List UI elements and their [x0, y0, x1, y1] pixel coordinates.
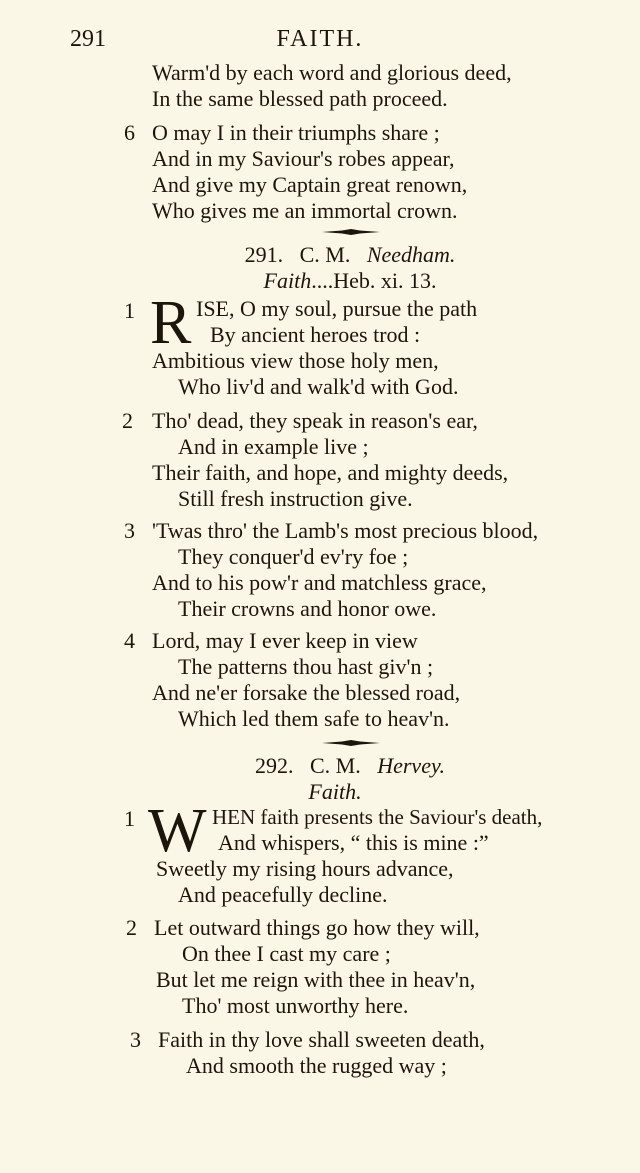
verse-line: And to his pow'r and matchless grace,	[152, 570, 487, 595]
verse-line: Who gives me an immortal crown.	[152, 198, 458, 223]
hymn-subject: Faith.	[308, 779, 362, 804]
verse-line: Their faith, and hope, and mighty deeds,	[152, 460, 509, 485]
verse-line: And whispers, “ this is mine :”	[218, 830, 489, 855]
verse-line: On thee I cast my care ;	[182, 941, 391, 966]
verse-number: 1	[124, 298, 135, 323]
hymn-291-heading	[0, 242, 640, 268]
hymn-subject: Faith	[263, 268, 312, 293]
verse-line: And smooth the rugged way ;	[186, 1053, 447, 1078]
hymn-292-heading	[0, 753, 640, 779]
verse-line: And peacefully decline.	[178, 882, 388, 907]
verse-line: Tho' dead, they speak in reason's ear,	[152, 408, 478, 433]
verse-line: 'Twas thro' the Lamb's most precious blood,	[152, 518, 539, 543]
verse-line: Let outward things go how they will,	[154, 915, 480, 940]
verse-number: 1	[124, 806, 135, 831]
drop-cap: W	[148, 797, 207, 865]
hymn-dots: ....	[311, 268, 334, 293]
verse-line: Tho' most unworthy here.	[182, 993, 409, 1018]
verse-line: And in example live ;	[178, 434, 369, 459]
hymn-meter: C. M.	[309, 753, 361, 778]
verse-number: 3	[130, 1027, 141, 1052]
verse-line: In the same blessed path proceed.	[152, 86, 448, 111]
verse-line: ISE, O my soul, pursue the path	[196, 296, 478, 321]
verse-number: 2	[122, 408, 133, 433]
hymn-291-subtitle	[0, 268, 640, 294]
hymn-tune: Needham.	[366, 242, 456, 267]
verse-line: They conquer'd ev'ry foe ;	[178, 544, 409, 569]
verse-number: 6	[124, 120, 135, 145]
drop-cap: R	[150, 289, 192, 357]
verse-line: Ambitious view those holy men,	[152, 348, 439, 373]
verse-line: Faith in thy love shall sweeten death,	[158, 1027, 485, 1052]
hymn-292-subtitle	[0, 779, 640, 805]
verse-line: And in my Saviour's robes appear,	[152, 146, 455, 171]
hymn-meter: C. M.	[299, 242, 351, 267]
hymn-tune: Hervey.	[377, 753, 446, 778]
verse-line: And give my Captain great renown,	[152, 172, 468, 197]
verse-number: 3	[124, 518, 135, 543]
verse-line: Who liv'd and walk'd with God.	[178, 374, 459, 399]
verse-line: Sweetly my rising hours advance,	[156, 856, 454, 881]
verse-line: The patterns thou hast giv'n ;	[178, 654, 434, 679]
verse-line: Which led them safe to heav'n.	[178, 706, 450, 731]
verse-number: 4	[124, 628, 135, 653]
running-title: FAITH.	[276, 26, 364, 52]
verse-number: 2	[126, 915, 137, 940]
verse-line: But let me reign with thee in heav'n,	[156, 967, 476, 992]
verse-line: Still fresh instruction give.	[178, 486, 413, 511]
ornament-divider	[322, 740, 380, 746]
hymn-number: 291.	[244, 242, 284, 267]
page-number: 291	[70, 26, 106, 52]
verse-line: O may I in their triumphs share ;	[152, 120, 440, 145]
verse-line: HEN faith presents the Saviour's death,	[212, 805, 543, 829]
ornament-divider	[322, 229, 380, 235]
verse-line: Their crowns and honor owe.	[178, 596, 437, 621]
verse-line: And ne'er forsake the blessed road,	[152, 680, 461, 705]
verse-line: Warm'd by each word and glorious deed,	[152, 60, 512, 85]
hymn-reference: Heb. xi. 13.	[333, 268, 437, 293]
verse-line: Lord, may I ever keep in view	[152, 628, 418, 653]
hymn-number: 292.	[254, 753, 294, 778]
verse-line: By ancient heroes trod :	[210, 322, 421, 347]
